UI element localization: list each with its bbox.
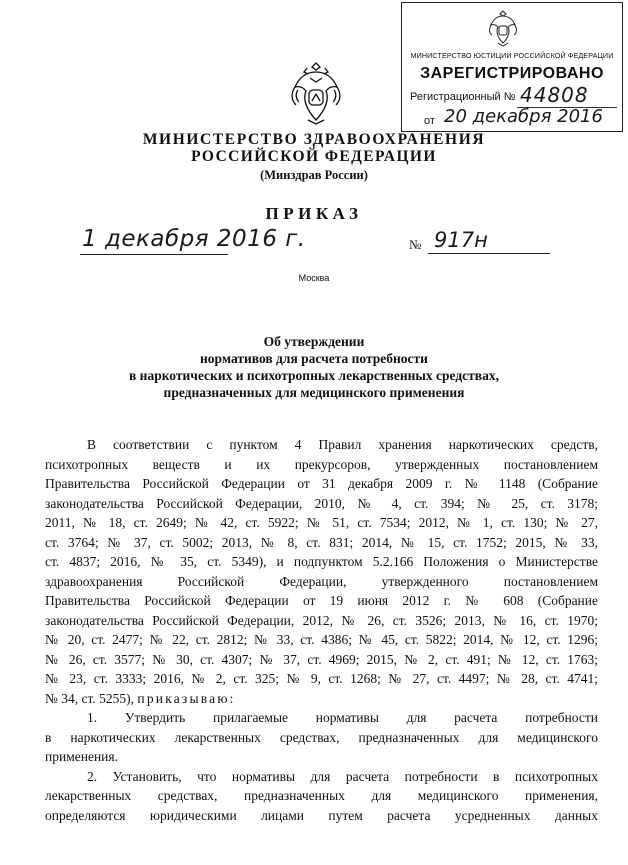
body-line: № 20, ст. 2477; № 22, ст. 2812; № 33, ст. 4386; № 45, ст. 5822; 2014, № 12, ст. 1296; [45, 632, 598, 647]
document-subject [60, 333, 568, 401]
order-date-underline [80, 254, 228, 255]
body-line: применения. [45, 749, 118, 764]
stamp-date-value: 20 декабря 2016 [444, 106, 603, 127]
body-line: Правительства Российской Федерации от 19 июня 2012 г. № 608 (Собрание [45, 593, 598, 608]
body-line: В соответствии с пунктом 4 Правил хранения наркотических средств, [87, 437, 598, 452]
city: Москва [298, 273, 330, 283]
document-body [45, 435, 598, 825]
coat-of-arms-icon [486, 7, 520, 47]
body-line: № 26, ст. 3577; № 30, ст. 4307; № 37, ст. 4969; 2015, № 2, ст. 491; № 12, ст. 1763; [45, 651, 598, 667]
subject-line: предназначенных для медицинского применения [163, 385, 465, 400]
body-text-fragment: № 34, ст. 5255), [45, 690, 135, 706]
body-line: № 23, ст. 3333; 2016, № 2, ст. 325; № 9, ст. 1268; № 27, ст. 4497; № 28, ст. 4741; [45, 671, 598, 686]
body-line: лекарственных средствах, предназначенных для медицинского применения, [45, 788, 598, 803]
body-line: в наркотических лекарственных средствах, предназначенных для медицинского [45, 729, 598, 745]
body-line: здравоохранения Российской Федерации, утвержденного постановлением [45, 573, 598, 589]
body-line: ст. 3764; № 37, ст. 5002; 2013, № 8, ст. 831; 2014, № 15, ст. 1752; 2015, № 33, [45, 534, 598, 550]
ministry-name-line2: РОССИЙСКОЙ ФЕДЕРАЦИИ [191, 148, 437, 165]
body-line: законодательства Российской Федерации, 2010, № 4, ст. 394; № 25, ст. 3178; [45, 495, 598, 511]
stamp-date-label: от [424, 115, 435, 127]
body-line: 1. Утвердить прилагаемые нормативы для расчета потребности [87, 710, 598, 725]
registration-stamp [401, 2, 623, 132]
subject-line: Об утверждении [263, 334, 365, 349]
body-line: определяются юридическими лицами путем расчета усредненных данных [45, 807, 598, 823]
subject-line: в наркотических и психотропных лекарственных средствах, [129, 368, 499, 383]
ministry-name-line1: МИНИСТЕРСТВО ЗДРАВООХРАНЕНИЯ [142, 131, 486, 148]
stamp-registered: ЗАРЕГИСТРИРОВАНО [420, 65, 604, 82]
order-number-value: 917н [434, 228, 488, 252]
order-directive: приказываю: [137, 690, 236, 706]
order-date: 1 декабря 2016 г. [82, 226, 306, 252]
body-line-final [45, 689, 598, 709]
subject-line: нормативов для расчета потребности [200, 351, 428, 366]
stamp-reg-number-value: 44808 [520, 83, 589, 107]
body-line: ст. 4837; 2016, № 35, ст. 5349), и подпунктом 5.2.166 Положения о Министерстве [45, 554, 598, 569]
body-line: законодательства Российской Федерации, 2012, № 26, ст. 3526; 2013, № 16, ст. 1970; [45, 612, 598, 628]
body-line: 2011, № 18, ст. 2649; № 42, ст. 5922; № 51, ст. 7534; 2012, № 1, ст. 130; № 27, [45, 515, 598, 530]
order-number-underline [428, 253, 550, 254]
ministry-abbreviation: (Минздрав России) [260, 168, 368, 182]
body-line: 2. Установить, что нормативы для расчета потребности в психотропных [87, 768, 598, 784]
body-line: психотропных веществ и их прекурсоров, утвержденных постановлением [45, 456, 598, 472]
body-line: Правительства Российской Федерации от 31 декабря 2009 г. № 1148 (Собрание [45, 476, 598, 491]
order-number-label: № [409, 237, 422, 252]
document-title: ПРИКАЗ [265, 204, 363, 223]
stamp-reg-number-label: Регистрационный № [410, 91, 516, 103]
stamp-ministry: МИНИСТЕРСТВО ЮСТИЦИИ РОССИЙСКОЙ ФЕДЕРАЦИИ [410, 51, 614, 60]
coat-of-arms-icon [287, 60, 345, 126]
